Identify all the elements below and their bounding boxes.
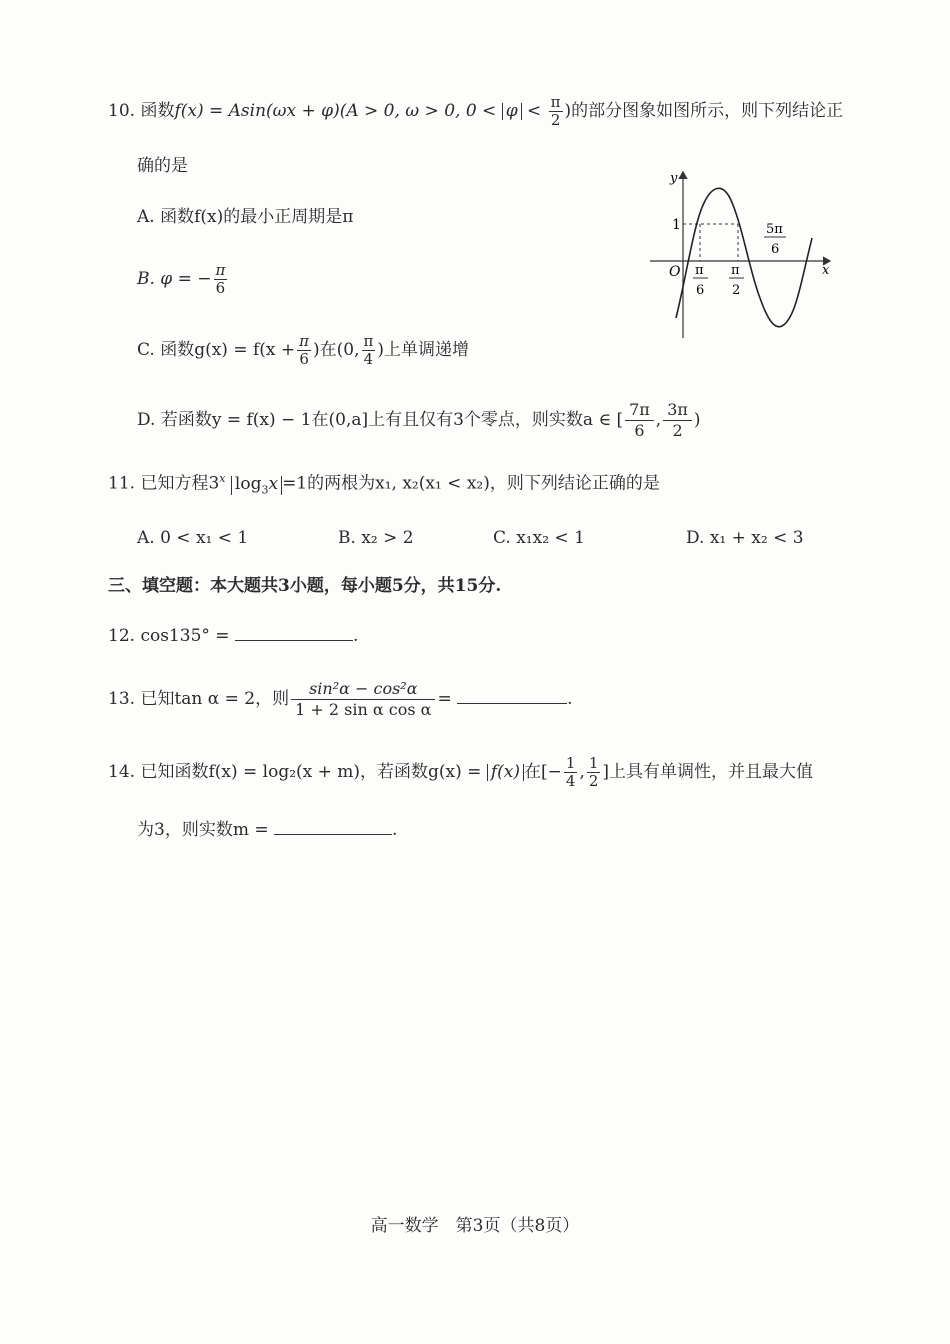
tick-pi2-num: π [731,263,740,278]
page-footer: 高一数学 第3页（共8页） [370,1216,580,1236]
answer-blank[interactable] [274,832,392,835]
question-number: 11. [108,473,136,494]
sine-graph [642,168,842,343]
tick-pi6-num: π [695,263,704,278]
abs-fx: f(x) [487,764,524,781]
section-header-fill-in: 三、填空题：本大题共3小题，每小题5分，共15分. [108,576,502,596]
question-number: 10. [108,101,136,121]
q10-option-b: B. φ = − $\frac{\pi}{6}$ [137,261,226,297]
y-axis-label: y [670,171,678,186]
fraction: $\frac{7\pi}{6}$ [625,400,654,441]
fraction: $\frac{3\pi}{2}$ [663,400,692,441]
tick-5pi6-den: 6 [771,242,780,257]
abs-phi: φ [502,103,522,120]
q11-option-c: C. x₁x₂ < 1 [493,528,585,548]
q10-option-a: A. 函数f(x)的最小正周期是π [137,207,354,227]
question-number: 14. [108,762,136,782]
q10-stem-line2: 确的是 [137,156,188,176]
answer-blank[interactable] [235,638,353,641]
fraction-pi-over-2: $\frac{\pi}{2}$ [550,93,561,129]
q13: 13. 已知tan α = 2，则 $\frac{\text{sin²α − cos²α}}{\text{1 + 2 sin α cos α}}$ = . [108,679,573,719]
question-number: 12. [108,626,136,646]
question-number: 13. [108,689,136,709]
tick-pi2-den: 2 [732,283,741,298]
q10-option-d: D. 若函数y = f(x) − 1在(0,a]上有且仅有3个零点，则实数a ∈ [ $\frac{7\pi}{6}$ , $\frac{3\pi}{2}$ ) [137,400,701,440]
q12: 12. cos135° = . [108,626,359,646]
q10-option-c: C. 函数g(x) = f(x + $\frac{\pi}{6}$ )在(0, $\frac{\pi}{4}$ )上单调递增 [137,332,469,368]
x-axis-label: x [822,263,830,278]
q11-option-b: B. x₂ > 2 [338,528,414,548]
fraction: $\frac{\pi}{4}$ [363,332,374,368]
q11-stem: 11. 已知方程3$^x$ $\log_3x =1$的两根为x₁, x₂(x₁ < x₂)，则下列结论正确的是 [108,472,660,497]
q11-option-d: D. x₁ + x₂ < 3 [686,528,804,548]
origin-label: O [669,264,681,280]
q14-line2: 为3，则实数m = . [137,820,398,840]
tick-pi6-den: 6 [696,283,705,298]
y-tick-1: 1 [672,217,681,233]
fraction: $\frac{\pi}{6}$ [299,332,310,368]
q11-option-a: A. 0 < x₁ < 1 [137,528,249,548]
fraction: $\frac{1}{4}$ [565,754,576,790]
abs-log: $\log_3x$ [231,476,282,495]
fraction: $\frac{\text{sin²α − cos²α}}{\text{1 + 2 sin α cos α}}$ [291,679,435,720]
tick-5pi6-num: 5π [766,222,783,237]
fraction: $\frac{1}{2}$ [588,754,599,790]
sine-curve [676,188,812,326]
q10-stem: 10. 函数f(x) = Asin(ωx + φ)(A > 0, ω > 0, 0 < φ < $\frac{\pi}{2}$ )的部分图象如图所示，则下列结论正 [108,93,844,129]
fraction: $\frac{\pi}{6}$ [215,261,226,297]
q14: 14. 已知函数f(x) = log₂(x + m)，若函数g(x) = f(x) 在[− $\frac{1}{4}$ , $\frac{1}{2}$ ]上具有单调性，并且最大值 [108,754,814,790]
answer-blank[interactable] [457,701,567,704]
